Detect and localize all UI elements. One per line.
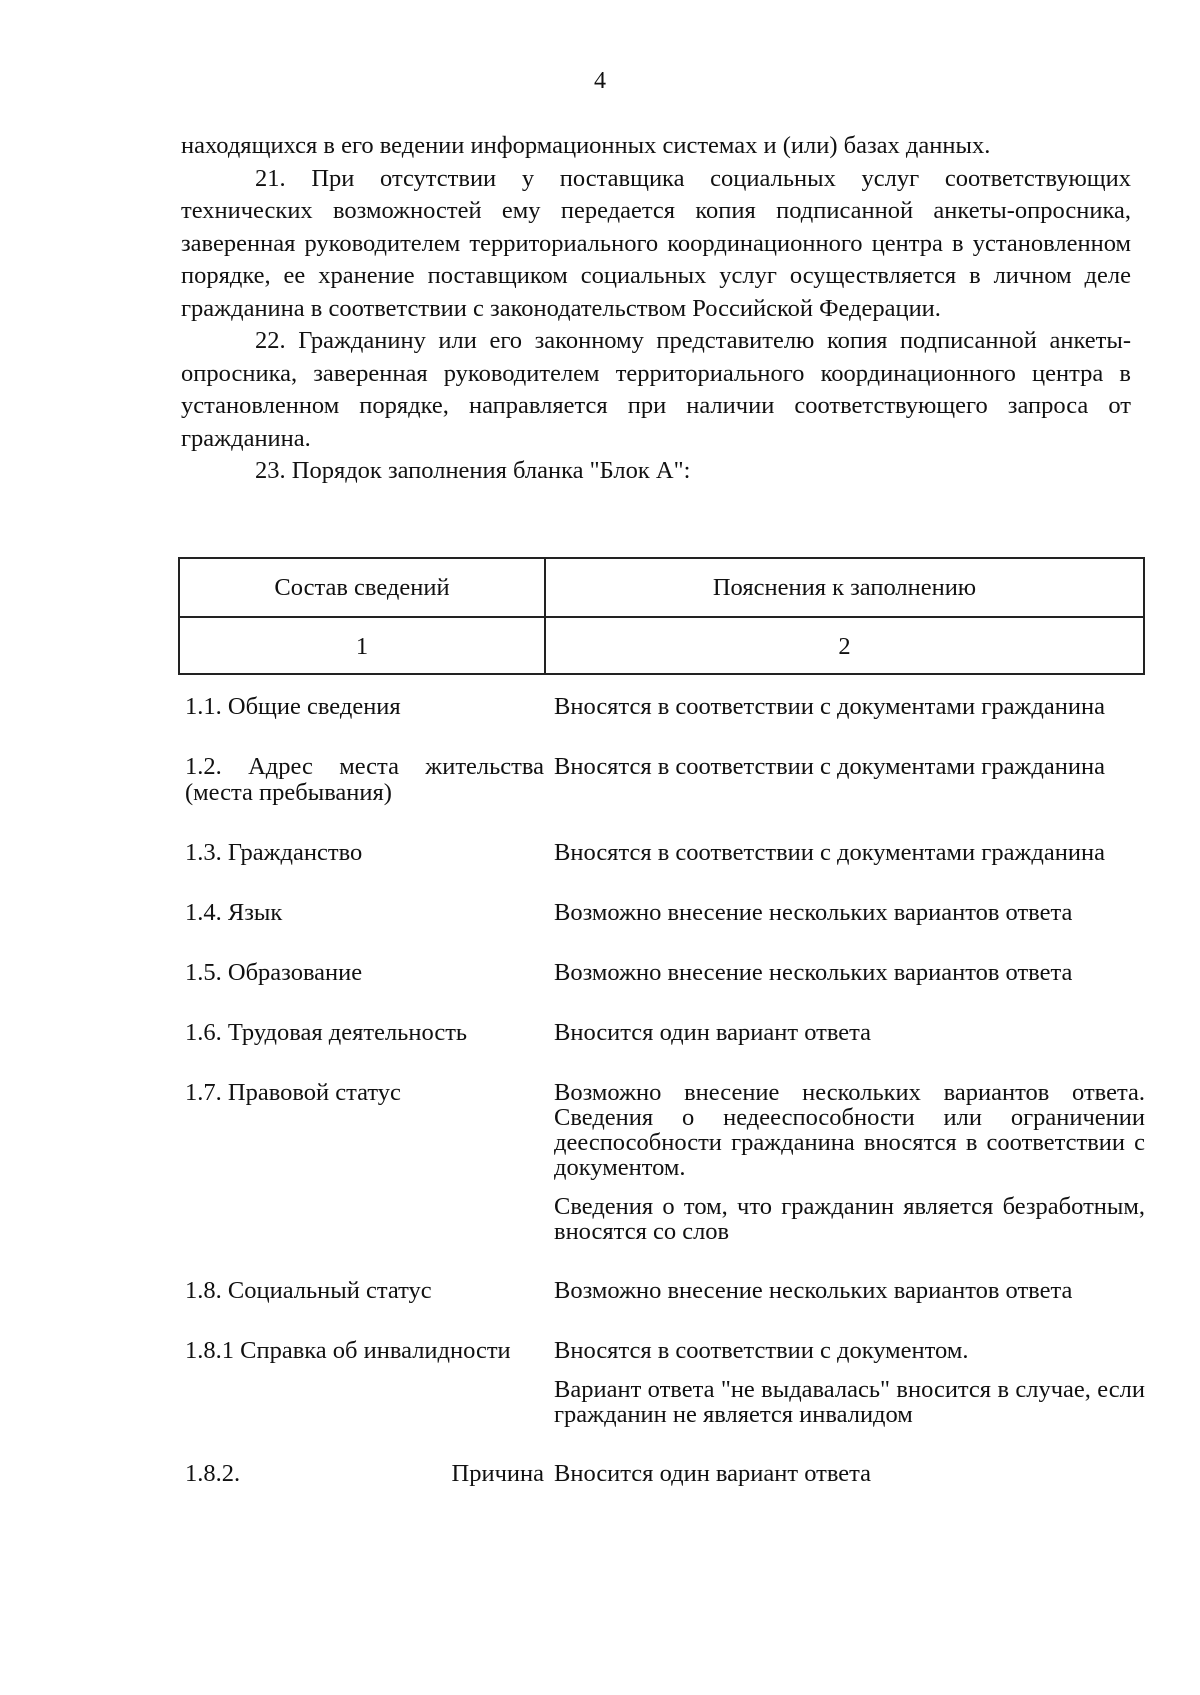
row-explanation: Возможно внесение нескольких вариантов ответа [554, 959, 1073, 986]
table-row [185, 900, 1145, 926]
table-row [185, 960, 1145, 986]
row-explanation: Вносится один вариант ответа [554, 1460, 872, 1487]
row-label: 1.5. Образование [185, 959, 363, 986]
row-label: 1.1. Общие сведения [185, 693, 401, 720]
row-label: 1.2. Адрес места жительства (места пребывания) [185, 753, 544, 806]
paragraph-continuation: находящихся в его ведении информационных системах и (или) базах данных. [181, 132, 991, 159]
row-explanation: Вносятся в соответствии с документами гражданина [554, 753, 1105, 780]
paragraph-23: 23. Порядок заполнения бланка "Блок А": [255, 457, 691, 484]
table-row [185, 1461, 1145, 1487]
table-row [185, 840, 1145, 866]
paragraph-22: 22. Гражданину или его законному представителю копия подписанной анкеты-опросника, заверенная руководителем территориального координационного центра в установленном порядке, направляется при наличии соответствующего запроса от гражданина. [181, 327, 1131, 452]
row-explanation: Возможно внесение нескольких вариантов ответа [554, 899, 1073, 926]
row-explanation: Вносятся в соответствии с документами гражданина [554, 839, 1105, 866]
row-explanation: Вносится один вариант ответа [554, 1019, 872, 1046]
table-row [185, 1080, 1145, 1244]
table-row [185, 694, 1145, 720]
paragraph-21: 21. При отсутствии у поставщика социальных услуг соответствующих технических возможностей ему передается копия подписанной анкеты-опросника, заверенная руководителем территориального координационного центра в установленном порядке, ее хранение поставщиком социальных услуг осуществляется в личном деле гражданина в соответствии с законодательством Российской Федерации. [181, 164, 1131, 322]
row-explanation: Вносятся в соответствии с документом. Вариант ответа "не выдавалась" вносится в случае, если гражданин не является инвалидом [554, 1337, 1145, 1428]
row-label: 1.6. Трудовая деятельность [185, 1019, 468, 1046]
row-explanation: Возможно внесение нескольких вариантов ответа. Сведения о недееспособности или ограничении дееспособности гражданина вносятся в соответствии с документом. Сведения о том, что гражданин является безработным, вносятся со слов [554, 1079, 1145, 1245]
row-label: 1.8.1 Справка об инвалидности [185, 1337, 511, 1364]
header-number-1: 1 [180, 618, 546, 675]
row-label: 1.7. Правовой статус [185, 1079, 401, 1106]
row-label: 1.3. Гражданство [185, 839, 363, 866]
row-explanation: Возможно внесение нескольких вариантов ответа [554, 1277, 1073, 1304]
table-body [185, 694, 1145, 1521]
table-row [185, 754, 1145, 806]
row-label-number: 1.8.2. [185, 1460, 241, 1487]
table-row [185, 1020, 1145, 1046]
header-explanations: Пояснения к заполнению [712, 573, 977, 601]
row-label [185, 1461, 544, 1487]
table-header [178, 557, 1145, 675]
page-number: 4 [594, 68, 606, 94]
row-label-word: Причина [451, 1460, 544, 1487]
header-composition: Состав сведений [180, 559, 546, 616]
row-label: 1.8. Социальный статус [185, 1277, 432, 1304]
row-explanation: Вносятся в соответствии с документами гражданина [554, 693, 1105, 720]
row-label: 1.4. Язык [185, 899, 283, 926]
table-row [185, 1338, 1145, 1427]
header-number-2: 2 [838, 632, 851, 660]
body-text [181, 130, 1131, 488]
table-row [185, 1278, 1145, 1304]
